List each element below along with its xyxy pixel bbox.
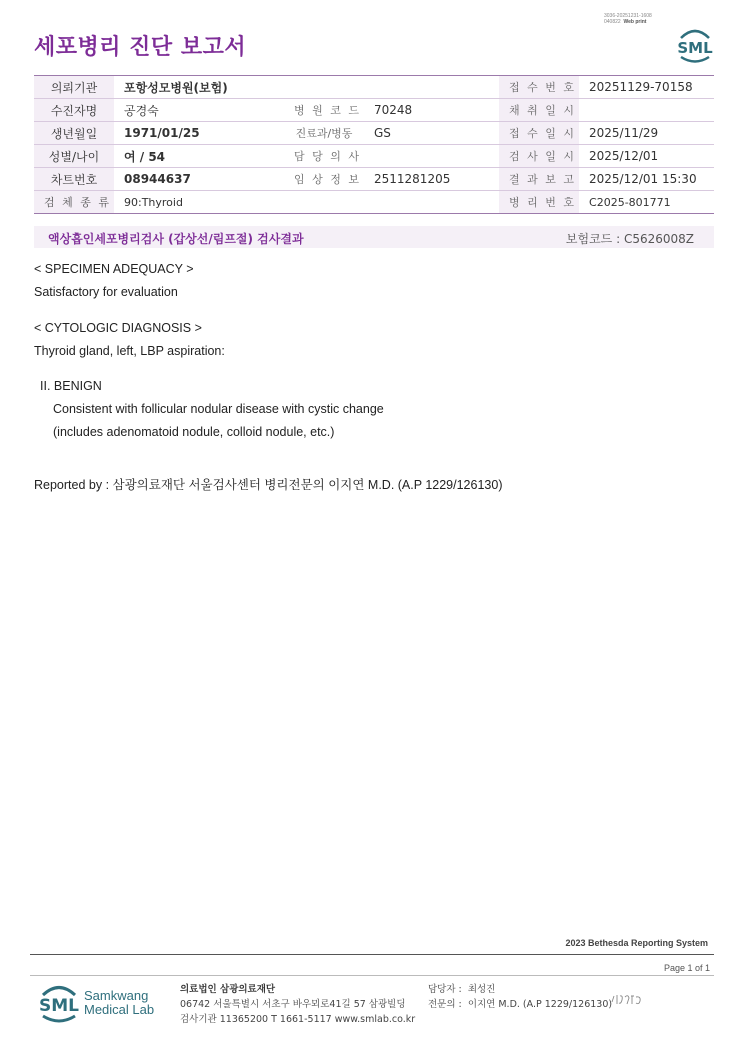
label-birth-date: 생년월일 [34, 122, 114, 145]
brand-line-2: Medical Lab [84, 1002, 155, 1017]
brand-name [84, 989, 154, 1017]
label-requester: 의뢰기관 [34, 76, 114, 99]
footer-logo [36, 980, 82, 1031]
value-birth-date: 1971/01/25 [114, 122, 284, 145]
patient-info-table [34, 75, 714, 214]
label-collection-date: 채 취 일 시 [499, 99, 579, 122]
staff [428, 981, 495, 995]
value-doctor [364, 145, 499, 168]
diagnosis-category: II. BENIGN [40, 379, 102, 393]
info-row [34, 145, 714, 168]
diagnosis-heading: < CYTOLOGIC DIAGNOSIS > [34, 321, 202, 335]
page-title: 세포병리 진단 보고서 [34, 35, 247, 60]
label-pathology-no: 병 리 번 호 [499, 191, 579, 214]
value-collection-date [579, 99, 714, 122]
org-name: 의료법인 삼광의료재단 [180, 984, 276, 995]
label-received-date: 접 수 일 시 [499, 122, 579, 145]
logo-text: SML [677, 39, 713, 57]
print-meta [604, 13, 652, 25]
label-chart-no: 차트번호 [34, 168, 114, 191]
info-row [34, 168, 714, 191]
label-test-date: 검 사 일 시 [499, 145, 579, 168]
value-hospital-code: 70248 [364, 99, 499, 122]
info-row [34, 76, 714, 99]
value-chart-no: 08944637 [114, 168, 284, 191]
staff-value: 최성진 [467, 984, 496, 995]
value-department: GS [364, 122, 499, 145]
sml-logo [675, 26, 715, 69]
print-code2: 040822 [604, 19, 621, 25]
signature [610, 992, 644, 1013]
print-code: 3036-20251231-1608 [604, 13, 652, 19]
label-report-date: 결 과 보 고 [499, 168, 579, 191]
reporting-system: 2023 Bethesda Reporting System [565, 938, 708, 948]
value-specimen-type: 90:Thyroid [114, 191, 499, 214]
info-row [34, 191, 714, 214]
info-row [34, 122, 714, 145]
label-patient-name: 수진자명 [34, 99, 114, 122]
divider [30, 954, 714, 955]
logo-text: SML [39, 996, 79, 1016]
label-sex-age: 성별/나이 [34, 145, 114, 168]
specialist-value: 이지연 M.D. (A.P 1229/126130) [467, 999, 613, 1010]
sml-logo-icon [675, 26, 715, 64]
value-pathology-no: C2025-801771 [579, 191, 714, 214]
print-label: Web print [623, 19, 647, 25]
diagnosis-site: Thyroid gland, left, LBP aspiration: [34, 344, 225, 358]
signature-icon [610, 992, 644, 1008]
value-received-date: 2025/11/29 [579, 122, 714, 145]
brand-line-1: Samkwang [84, 988, 149, 1003]
adequacy-text: Satisfactory for evaluation [34, 285, 178, 299]
value-clinical-info: 2511281205 [364, 168, 499, 191]
sml-logo-icon [36, 980, 82, 1026]
specialist [428, 996, 612, 1010]
divider [30, 975, 714, 976]
label-accession-no: 접 수 번 호 [499, 76, 579, 99]
info-row [34, 99, 714, 122]
label-clinical-info: 임 상 정 보 [284, 168, 364, 191]
value-accession-no: 20251129-70158 [579, 76, 714, 99]
org-contact: 검사기관 11365200 T 1661-5117 www.smlab.co.kr [180, 1014, 416, 1025]
reported-by: Reported by : 삼광의료재단 서울검사센터 병리전문의 이지연 M.D. (A.P 1229/126130) [34, 478, 503, 492]
page-number: Page 1 of 1 [663, 963, 710, 973]
specialist-label: 전문의 : [428, 999, 462, 1010]
value-patient-name: 공경숙 [114, 99, 284, 122]
org-address: 06742 서울특별시 서초구 바우뫼로41길 57 삼광빌딩 [180, 999, 406, 1010]
value-report-date: 2025/12/01 15:30 [579, 168, 714, 191]
value-requester: 포항성모병원(보험) [114, 76, 499, 99]
adequacy-heading: < SPECIMEN ADEQUACY > [34, 262, 194, 276]
staff-label: 담당자 : [428, 984, 462, 995]
insurance-code: 보험코드 : C5626008Z [565, 232, 694, 246]
label-department: 진료과/병동 [284, 122, 364, 145]
diagnosis-finding: Consistent with follicular nodular disease with cystic change [53, 402, 384, 416]
value-test-date: 2025/12/01 [579, 145, 714, 168]
label-specimen-type: 검 체 종 류 [34, 191, 114, 214]
test-name: 액상흡인세포병리검사 (갑상선/림프절) 검사결과 [48, 232, 304, 246]
value-sex-age: 여 / 54 [114, 145, 284, 168]
label-hospital-code: 병 원 코 드 [284, 99, 364, 122]
label-doctor: 담 당 의 사 [284, 145, 364, 168]
diagnosis-finding-note: (includes adenomatoid nodule, colloid nodule, etc.) [53, 425, 335, 439]
